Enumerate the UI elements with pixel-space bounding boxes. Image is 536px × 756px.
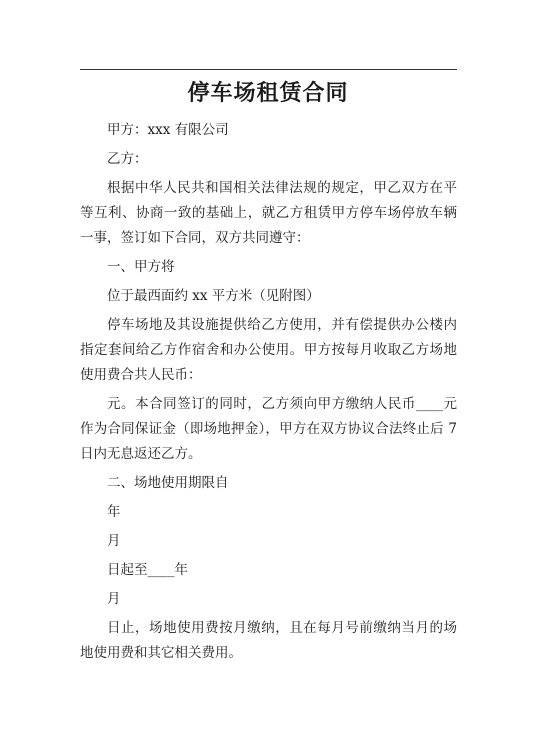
party-a-line: 甲方：xxx 有限公司 — [107, 122, 229, 138]
clause-one-facilities: 停车场地及其设施提供给乙方使用，并有偿提供办公楼内指定套间给乙方作宿舍和办公使用。甲方按每月收取乙方场地使用费合共人民币： — [80, 317, 457, 383]
term-month-start: 月 — [107, 533, 121, 549]
clause-two-heading: 二、场地使用期限自 — [107, 475, 229, 491]
term-month-end: 月 — [107, 591, 121, 607]
clause-one-heading: 一、甲方将 — [107, 259, 175, 275]
header-rule — [80, 69, 457, 70]
clause-one-deposit: 元。本合同签订的同时，乙方须向甲方缴纳人民币____元作为合同保证金（即场地押金），甲方在双方协议合法终止后 7 日内无息返还乙方。 — [80, 396, 457, 462]
document-title: 停车场租赁合同 — [187, 81, 349, 106]
party-b-line: 乙方： — [107, 151, 148, 167]
term-year-start: 年 — [107, 504, 121, 520]
clause-one-location: 位于最西面约 xx 平方米（见附图） — [107, 288, 320, 304]
term-end-payment: 日止，场地使用费按月缴纳，且在每月号前缴纳当月的场地使用费和其它相关费用。 — [80, 620, 457, 661]
document-body — [80, 118, 457, 670]
preamble-paragraph: 根据中华人民共和国相关法律法规的规定，甲乙双方在平等互利、协商一致的基础上，就乙方租赁甲方停车场停放车辆一事，签订如下合同，双方共同遵守： — [80, 180, 457, 246]
term-day-to-year: 日起至____年 — [107, 562, 188, 578]
